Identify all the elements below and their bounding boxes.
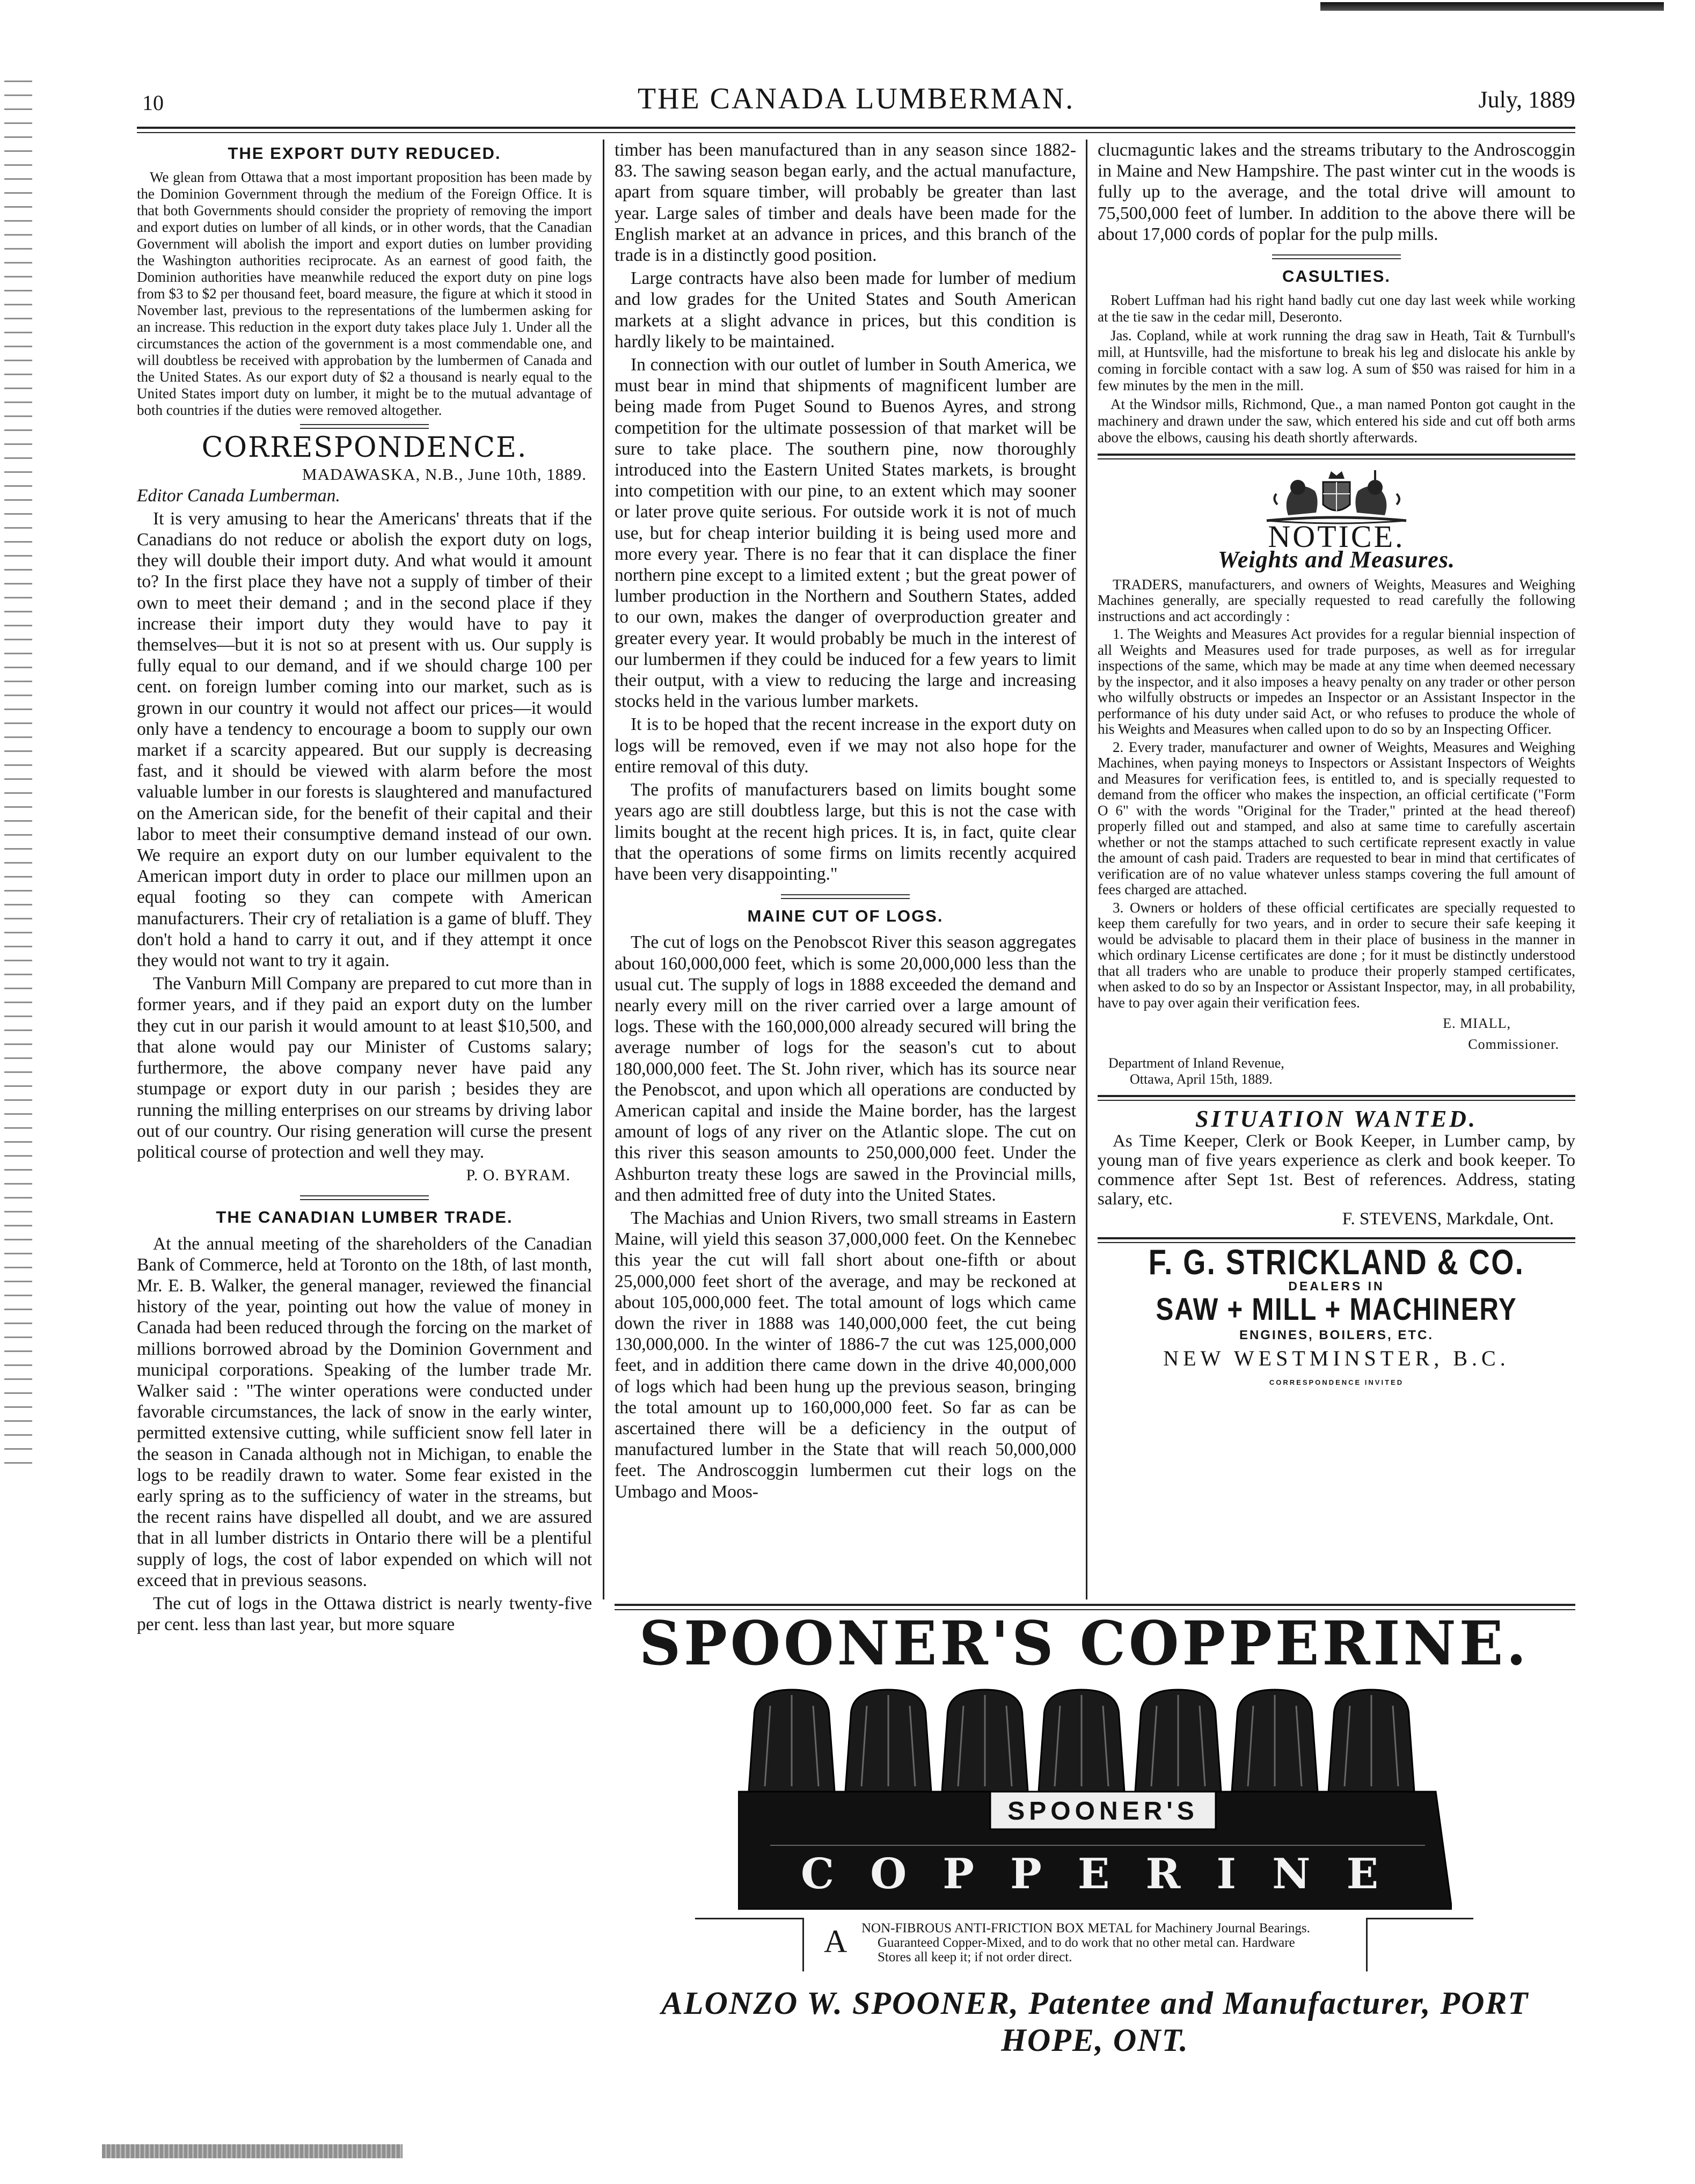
scan-bottom-edge (102, 2144, 403, 2158)
lumber-trade-heading: THE CANADIAN LUMBER TRADE. (216, 1208, 513, 1227)
letter-paragraph-1: It is very amusing to hear the Americans' threats that if the Canadians do not reduce or abolish the export duty on logs, they will double their import duty. And what would it amount to? In the first place they have not a supply of timber of their own to meet their demand ; and in the second place if they increase their import duty they would have to pay it themselves—but it is not so at present with us. Our supply is fully equal to our demand, and if we should charge 100 per cent. on foreign lumber coming into our market, such as is grown in our country it would not affect our prices—it would only have a tendency to encourage a boom to supply our own market if a scarcity appeared. But our supply is decreasing fast, and it should be viewed with alarm before the most valuable lumber in our forests is slaughtered and manufactured on the American side, for the benefit of their capital and their labor to meet their consumptive demand instead of our own. We require an export duty on our lumber equivalent to the American import duty in order to place our millmen upon an equal footing so they can compete with American manufacturers. Their cry of retaliation is a game of bluff. They don't hold a hand to carry it out, and if they attempt it once they would not want to try it again. (137, 508, 592, 971)
casualties-article (1098, 292, 1575, 446)
page-number: 10 (142, 91, 164, 115)
column-3 (1098, 140, 1575, 1393)
notice-paragraph: 3. Owners or holders of these official certificates are specially requested to keep them carefully for two years, and in order to secure their safe keeping it would be advisable to placard them in their place of business in the manner in which ordinary License certificates are done ; for it must be distinctly understood that all traders who are unable to produce their properly stamped certificates, when asked to do so by an Inspector or Assistant Inspector, may, in all probability, have to pay over again their verification fees. (1098, 899, 1575, 1011)
notice-paragraph: 1. The Weights and Measures Act provides for a regular biennial inspection of all Weights and Measures used for trade purposes, as well as for irregular inspections of the same, which may be made at any time when deemed necessary by the inspector, and it also imposes a heavy penalty on any trader or other person who wilfully obstructs or impedes an Inspector or an Assistant Inspector in the performance of his duty under said Act, or who refuses to produce the whole of his Weights and Measures when called upon to do so by an Inspecting Officer. (1098, 626, 1575, 737)
lumber-trade-paragraph-1: At the annual meeting of the shareholders of the Canadian Bank of Commerce, held at Toronto on the 18th, of last month, Mr. E. B. Walker, the general manager, reviewed the financial history of the year, pointing out how the value of money in Canada had been reduced through the forcing on the market of millions borrowed abroad by the Dominion Government and municipal corporations. Speaking of the lumber trade Mr. Walker said : "The winter operations were conducted under favorable circumstances, the lack of snow in the early winter, permitted extensive cutting, while sufficient snow fell later in the season in Canada although not in Michigan, to enable the logs to be readily drawn to water. Some fear existed in the early spring as to the sufficiency of water in the streams, but the recent rains have dispelled all doubt, and we are assured that in all lumber districts in Ontario there will be a plentiful supply of logs, the cost of labor expended on which will not exceed that in previous seasons. (137, 1233, 592, 1590)
separator (300, 1195, 429, 1200)
maine-continued-paragraph: clucmaguntic lakes and the streams tributary to the Androscoggin in Maine and New Hampshire. The past winter cut in the woods is fully up to the average, and the total drive will amount to 75,500,000 feet of lumber. In addition to the above there will be about 17,000 cords of poplar for the pulp mills. (1098, 140, 1575, 244)
copperine-line-1: NON-FIBROUS ANTI-FRICTION BOX METAL for Machinery Journal Bearings. (861, 1921, 1310, 1935)
strickland-dealers: DEALERS IN (1288, 1279, 1385, 1294)
letter-salutation: Editor Canada Lumberman. (137, 485, 340, 506)
situation-wanted-body: As Time Keeper, Clerk or Book Keeper, in Lumber camp, by young man of five years experience as clerk and book keeper. To commence after Sept 1st. Best of references. Address, stating salary, etc. (1098, 1131, 1575, 1209)
copperine-initial-a: A (824, 1924, 848, 1959)
export-duty-paragraph: We glean from Ottawa that a most important proposition has been made by the Dominion Government through the medium of the Foreign Office. It is that both Governments should consider the propriety of removing the import and export duties on lumber of all kinds, or in other words, that the Canadian Government will abolish the import and export duties on lumber providing the Washington authorities reciprocate. As an earnest of good faith, the Dominion authorities have meanwhile reduced the export duty on pine logs from $3 to $2 per thousand feet, board measure, the figure at which it stood in November last, previous to the representations of the lumbermen asking for an increase. This reduction in the export duty takes place July 1. Under all the circumstances the action of the government is a most commendable one, and will doubtless be received with approbation by the lumbermen of Canada and the United States. As our export duty of $2 a thousand is nearly equal to the United States import duty on lumber, it might be to the mutual advantage of both countries if the duties were removed altogether. (137, 169, 592, 419)
copperine-line-3: Stores all keep it; if not order direct. (878, 1950, 1072, 1964)
casualties-heading: CASULTIES. (1282, 267, 1391, 286)
letter-signature: P. O. BYRAM. (466, 1166, 571, 1185)
notice-department: Department of Inland Revenue, (1108, 1055, 1284, 1071)
column-2 (615, 140, 1076, 1504)
notice-signatory: E. MIALL, (1443, 1016, 1511, 1032)
maine-paragraph-2: The Machias and Union Rivers, two small streams in Eastern Maine, will yield this season 37,000,000 feet. On the Kennebec this year the cut will fall short about one-fifth or about 25,000,000 feet short of the average, and may be reckoned at about 105,000,000 feet. The total amount of logs which came down the river in 1888 was 140,000,000 feet, the cut being 130,000,000. In the winter of 1886-7 the cut was 125,000,000 feet, and in addition there came down in the drive 40,000,000 of logs which had been hung up the previous season, bringing the total amount up to 160,000,000 feet. So far as can be ascertained there will be a deficiency in the output of manufactured lumber in the State that will reach 50,000,000 feet. The Androscoggin lumbermen cut their logs on the Umbago and Moos- (615, 1208, 1076, 1502)
notice-paragraph: 2. Every trader, manufacturer and owner of Weights, Measures and Weighing Machines, when paying moneys to Inspectors or Assistant Inspectors of Weights and Measures for verification fees, is entitled to, and is specially requested to demand from the officer who makes the inspection, an official certificate ("Form O 6" with the words "Original for the Trader," printed at the head thereof) properly filled out and stamped, and also at same time to carefully ascertain whether or not the stamps attached to such certificate represent exactly in value the amount of cash paid. Traders are requested to bear in mind that certificates of verification are of no value whatever unless stamps covering the full amount of fees charged are attached. (1098, 739, 1575, 898)
trade-paragraph: It is to be hoped that the recent increase in the export duty on logs will be removed, even if we may not also hope for the entire removal of this duty. (615, 714, 1076, 777)
notice-paragraph: TRADERS, manufacturers, and owners of Weights, Measures and Weighing Machines generally, are specially requested to read carefully the following instructions and act accordingly : (1098, 576, 1575, 624)
masthead-title: THE CANADA LUMBERMAN. (637, 82, 1075, 115)
notice-subtitle: Weights and Measures. (1218, 546, 1455, 573)
trade-continued-paragraph: timber has been manufactured than in any season since 1882-83. The sawing season began early, and the actual manufacture, apart from square timber, will probably be greater than last year. Large sales of timber and deals have been made for the English market at an advance in prices, and this branch of the trade is in a distinctly good position. (615, 140, 1076, 266)
letter-dateline: MADAWASKA, N.B., June 10th, 1889. (302, 465, 587, 484)
separator (300, 424, 429, 429)
strickland-advertisement (1098, 1241, 1575, 1393)
copperine-brand-big: C O P P E R I N E (800, 1850, 1390, 1898)
copperine-description-box (695, 1918, 1473, 1971)
spooner-copperine-advertisement (615, 1609, 1575, 2060)
notice-title: NOTICE. (1268, 519, 1405, 554)
header-rule (137, 127, 1575, 133)
maine-logs-heading: MAINE CUT OF LOGS. (747, 907, 944, 926)
strickland-name: F. G. STRICKLAND & CO. (1148, 1241, 1525, 1282)
export-duty-heading: THE EXPORT DUTY REDUCED. (228, 144, 501, 163)
royal-arms-crest-icon (1256, 467, 1417, 526)
column-rule-2 (1086, 140, 1087, 1599)
weights-measures-notice (1098, 467, 1575, 1087)
notice-date: Ottawa, April 15th, 1889. (1130, 1071, 1273, 1087)
notice-top-rule (1098, 454, 1575, 459)
trade-paragraph: The profits of manufacturers based on limits bought some years ago are still doubtless large, but this is not the case with limits bought at the recent high prices. It is, in fact, quite clear that the operations of some firms on limits recently acquired have been very disappointing." (615, 780, 1076, 884)
column-rule-1 (603, 140, 604, 1599)
separator (1272, 254, 1401, 259)
strickland-engines: ENGINES, BOILERS, ETC. (1239, 1327, 1434, 1342)
letter-paragraph-2: The Vanburn Mill Company are prepared to cut more than in former years, and if they paid an export duty on the lumber they cut in our parish it would amount to at least $10,500, and that alone would pay our Minister of Customs salary; furthermore, the above company never have paid any stumpage or export duty in our parish ; besides they are running the milling enterprises on our streams by driving labor out of our country. Our rising generation will curse the present political course of protection and well they may. (137, 974, 592, 1162)
issue-date: July, 1889 (1478, 86, 1575, 113)
maine-paragraph-1: The cut of logs on the Penobscot River this season aggregates about 160,000,000 feet, which is some 20,000,000 less than the usual cut. The supply of logs in 1888 exceeded the demand and nearly every mill on the river carried over a large amount of logs. These with the 160,000,000 already secured will bring the average number of logs for the season's cut to about 180,000,000 feet. The St. John river, which has its source near the Penobscot, and upon which all operations are conducted by American capital and inside the Maine border, has the largest amount of logs of any river on the Atlantic slope. The cut on this river this season amounts to 250,000,000 feet. Under the Ashburton treaty these logs are sawed in the Provincial mills, and then admitted free of duty into the United States. (615, 932, 1076, 1205)
correspondence-heading: CORRESPONDENCE. (201, 432, 528, 464)
casualty-item: Jas. Copland, while at work running the drag saw in Heath, Tait & Turnbull's mill, at Huntsville, had the misfortune to break his leg and dislocate his ankle by coming in forcible contact with a saw log. A sum of $50 was raised for him in a few minutes by the men in the mill. (1098, 327, 1575, 394)
lumber-trade-paragraph-2: The cut of logs in the Ottawa district is nearly twenty-five per cent. less than last year, but more square (137, 1593, 592, 1635)
strickland-location: NEW WESTMINSTER, B.C. (1163, 1346, 1510, 1370)
copperine-title: SPOONER'S COPPERINE. (639, 1609, 1530, 1679)
column-1 (137, 140, 592, 1637)
trade-paragraph: Large contracts have also been made for lumber of medium and low grades for the United States and South American markets at a slight advance in prices, but this condition is hardly likely to be maintained. (615, 268, 1076, 352)
strickland-products: SAW + MILL + MACHINERY (1156, 1292, 1517, 1327)
copperine-ingots-illustration (738, 1684, 1452, 1910)
separator (781, 894, 910, 899)
casualty-item: Robert Luffman had his right hand badly cut one day last week while working at the tie saw in the cedar mill, Deseronto. (1098, 292, 1575, 325)
situation-wanted-title: SITUATION WANTED. (1195, 1105, 1478, 1132)
situation-wanted-signature: F. STEVENS, Markdale, Ont. (1342, 1209, 1554, 1229)
notice-signatory-title: Commissioner. (1468, 1036, 1559, 1053)
export-duty-article (137, 169, 592, 419)
ad-rule (1098, 1095, 1575, 1101)
copperine-brand-small: SPOONER'S (1007, 1797, 1199, 1825)
copperine-manufacturer: ALONZO W. SPOONER, Patentee and Manufacturer, PORT HOPE, ONT. (661, 1985, 1529, 2058)
trade-paragraph: In connection with our outlet of lumber in South America, we must bear in mind that shipments of magnificent lumber are being made from Puget Sound to Buenos Ayres, and strong competition for the ultimate possession of that market will be sure to take place. The southern pine, now thoroughly introduced into the Eastern United States markets, is brought into competition with our pine, to an extent which may sooner or later prove quite serious. For outside work it is not of much use, but for cheap interior building it is being used more and more every year. There is no fear that it can displace the finer northern pine except to a limited extent ; but the great power of lumber production in the Northern and Southern States, added to our own, makes the danger of overproduction greater and greater every year. It would probably be much in the interest of our lumbermen if they could be induced for a few years to limit their output, with a view to reducing the large and increasing stocks held in the various lumber markets. (615, 355, 1076, 712)
copperine-line-2: Guaranteed Copper-Mixed, and to do work that no other metal can. Hardware (878, 1935, 1295, 1950)
scan-top-edge (1320, 2, 1664, 11)
scan-left-edge (4, 81, 32, 1476)
copperine-description (861, 1921, 1425, 1964)
strickland-correspondence: CORRESPONDENCE INVITED (1269, 1378, 1404, 1386)
casualty-item: At the Windsor mills, Richmond, Que., a man named Ponton got caught in the machinery and drawn under the saw, which entered his side and cut off both arms above the elbows, causing his death shortly afterwards. (1098, 396, 1575, 446)
page-header (137, 81, 1575, 129)
newspaper-page (137, 81, 1575, 2109)
